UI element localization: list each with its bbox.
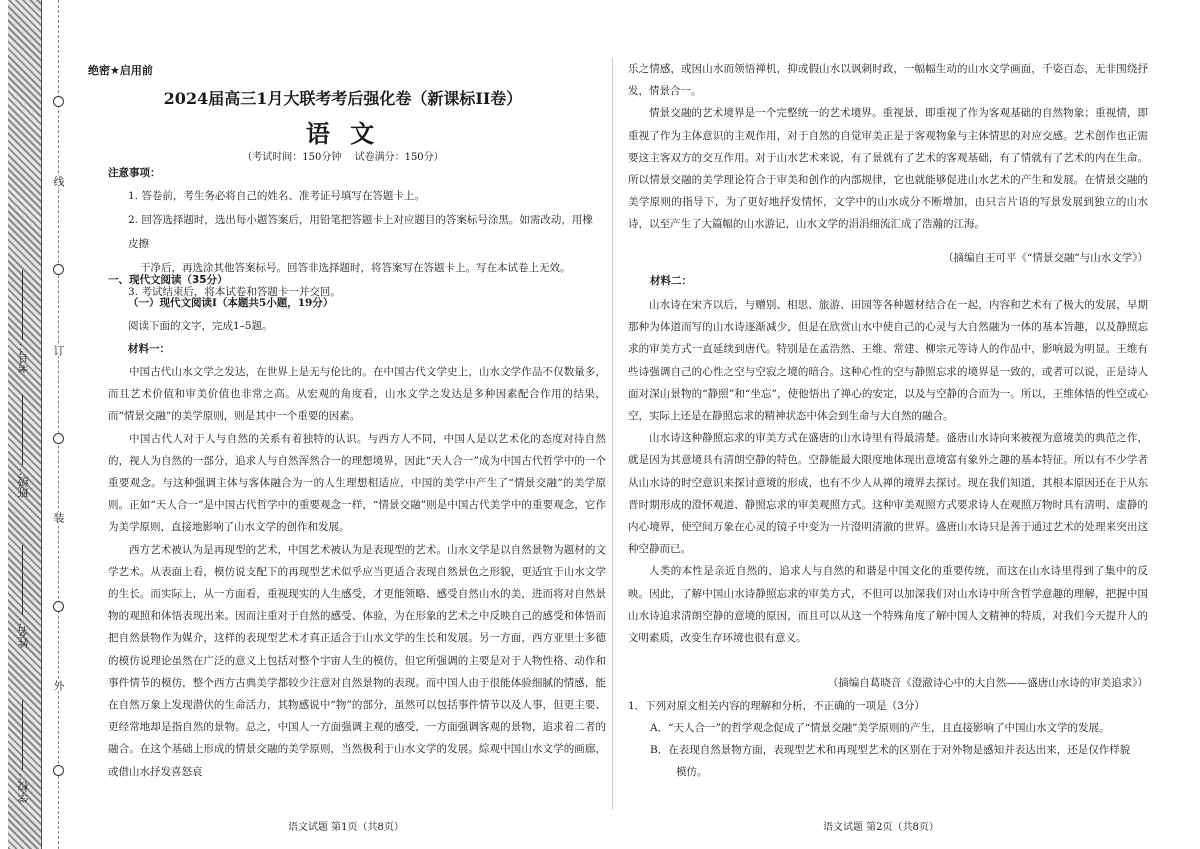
page-footer: 语文试题 第2页（共8页） xyxy=(823,822,939,833)
class-field xyxy=(16,395,38,498)
paragraph: 山水诗这种静照忘求的审美方式在盛唐的山水诗里有得最清楚。盛唐山水诗向来被视为意境美的典范之作，就是因为其意境具有清朗空静的特色。空静能最大限度地体现出意境富有象外之趣的基本特征。所以有不少学者从山水诗的时空意识来探讨意境的形成，也有不少人从禅的境界去探讨。现在我们知道，其根本原因还在于从东晋时期形成的澄怀观道、静照忘求的审美观照方式。这种审美观照方式要求诗人在观照万物时具有清明、虚静的内心境界，使空间万象在心灵的镜子中变为一片澄明清澈的世界。盛唐山水诗只是善于通过艺术的处理来突出这种空静而已。 xyxy=(628,432,1148,556)
school-label: 学校： xyxy=(17,770,30,803)
section-heading: 一、现代文阅读（35分） xyxy=(108,274,228,286)
examno-label: 考号： xyxy=(17,340,30,373)
page-1 xyxy=(88,0,606,849)
notice-title: 注意事项： xyxy=(108,167,161,179)
class-label: 班级： xyxy=(17,465,30,498)
subsection-heading: （一）现代文阅读Ⅰ（本题共5小题，19分） xyxy=(128,297,334,309)
paragraph: 乐之情感，或因山水而领悟禅机，抑或假山水以讽刺时政，一幅幅生动的山水文学画面，千姿百态，无非围绕抒发，情景合一。 xyxy=(628,63,1148,98)
option-b-continued: 模仿。 xyxy=(676,766,708,778)
binding-hole xyxy=(53,601,64,612)
material-label: 材料一： xyxy=(128,343,170,355)
source-citation: （摘编自王可平《“情景交融”与山水文学》） xyxy=(943,252,1148,264)
notice-item: 1. 答卷前，考生务必将自己的姓名、准考证号填写在答题卡上。 xyxy=(128,190,425,202)
material-1-text xyxy=(108,361,606,793)
material-2-text xyxy=(628,294,1148,670)
binding-hole xyxy=(53,96,64,107)
name-label: 姓名： xyxy=(17,615,30,648)
exam-title: 2024届高三1月大联考考后强化卷（新课标II卷） xyxy=(163,89,523,108)
binding-hole xyxy=(53,765,64,776)
cut-line xyxy=(58,0,59,849)
school-field xyxy=(16,700,38,803)
cut-char-outer: 外 xyxy=(52,680,65,691)
name-field xyxy=(16,545,38,648)
binding-hole xyxy=(53,264,64,275)
paragraph: 情景交融的艺术境界是一个完整统一的艺术境界。重视景，即重视了作为客观基础的自然物象；重视情，即重视了作为主体意识的主观作用，对于自然的自觉审美正是于客观物象与主体情思的对应交感。艺术创作也正需要这主客双方的交互作用。对于山水艺术来说，有了景就有了艺术的客观基础，有了情就有了艺术的内在生命。所以情景交融的美学理论符合于审美和创作的内部规律，它也就能够促进山水艺术的产生和发展。在情景交融的美学原则的指导下，为了更好地抒发情怀，文学中的山水成分不断增加，由只言片语的写景发展到独立的山水诗，以至产生了大篇幅的山水游记，山水文学的涓涓细流汇成了浩瀚的江海。 xyxy=(628,107,1148,231)
cut-char-zhuang: 装 xyxy=(52,512,65,523)
page-divider xyxy=(612,58,613,810)
page-footer: 语文试题 第1页（共8页） xyxy=(288,822,404,833)
paragraph: 人类的本性是亲近自然的，追求人与自然的和谐是中国文化的重要传统，而这在山水诗里得到了集中的反映。因此，了解中国山水诗静照忘求的审美方式，不但可以加深我们对山水诗中所含哲学意趣的理解，把握中国山水诗追求清朗空静的意境的原因，而且可以从这一个特殊角度了解中国人文精神的特质，对我们今天提升人的文明素质，改变生存环境也很有意义。 xyxy=(628,565,1148,645)
source-citation: （摘编自葛晓音《澄澈诗心中的大自然——盛唐山水诗的审美追求》） xyxy=(827,677,1148,689)
paragraph: 中国古代山水文学之发达，在世界上是无与伦比的。在中国古代文学史上，山水文学作品不仅数量多，而且艺术价值和审美价值也非常之高。从宏观的角度看，山水文学之发达是多种因素配合作用的结果，而“情景交融”的美学原则，则是其中一个重要的因素。 xyxy=(108,366,606,423)
binding-hole xyxy=(53,433,64,444)
secret-mark: 绝密★启用前 xyxy=(88,64,153,77)
question-1: 1．下列对原文相关内容的理解和分析，不正确的一项是（3分） xyxy=(628,700,925,712)
material-1-continued xyxy=(628,58,1148,272)
paragraph: 中国古代人对于人与自然的关系有着独特的认识。与西方人不同，中国人是以艺术化的态度对待自然的，视人为自然的一部分，追求人与自然浑然合一的理想境界，因此“天人合一”成为中国古代哲学中的一个重要观念。与这种强调主体与客体融合为一的人生理想相适应，中国的美学中产生了“情景交融”的美学原则。正如“天人合一”是中国古代哲学中的重要观念一样，“情景交融”则是中国古代美学中的重要观念，它作为美学原则，直接地影响了山水文学的创作和发展。 xyxy=(108,432,606,534)
material-label: 材料二： xyxy=(650,275,692,287)
examno-field xyxy=(16,270,38,373)
notice-item: 干净后，再选涂其他答案标号。回答非选择题时，将答案写在答题卡上。写在本试卷上无效。 xyxy=(140,262,571,274)
reading-instruction: 阅读下面的文字，完成1–5题。 xyxy=(128,320,273,332)
option-a: A．“天人合一”的哲学观念促成了“情景交融”美学原则的产生，且直接影响了中国山水文学的发展。 xyxy=(650,722,1110,734)
exam-info: （考试时间：150分钟 试卷满分：150分） xyxy=(242,152,444,163)
paragraph: 西方艺术被认为是再现型的艺术，中国艺术被认为是表现型的艺术。山水文学是以自然景物为题材的文学艺术。从表面上看，模仿说支配下的再现型艺术似乎应当更适合表现自然景色之形貌，更适宜于山水文学的生长。而实际上，从一方面看，重视现实的人生感受，才更能领略、感受自然山水的美，进而将对自然景物的观照和体悟表现出来。因而注重对于自然的感受、体验，为在形象的艺术之中反映自己的感受和体悟而把自然景物作为媒介，这样的表现型艺术才真正适合于山水文学的生长和发展。另一方面，西方亚里士多德的模仿说理论虽然在广泛的意义上包括对整个宇宙人生的模仿，但它所强调的主要是对于人物性格、动作和事件情节的模仿，整个西方古典美学都较少注意对自然景物的表现。而中国人由于很能体验细腻的情感，能在自然万象上发现潜伏的生命活力，其物感说中“物”的部分，虽然可以包括事件情节以及人事，但更主要、更经常地却是指自然的景物。总之，中国人一方面强调主观的感受，一方面强调客观的景物，追求着二者的融合。在这个基础上形成的情景交融的美学原则，当然极利于山水文学的发展。綜观中国山水文学的画廊，或借山水抒发喜怒哀 xyxy=(108,543,606,778)
subject-title: 语 文 xyxy=(305,119,381,148)
cut-char-xian: 线 xyxy=(52,176,65,187)
notice-item: 3. 考试结束后，将本试卷和答题卡一并交回。 xyxy=(128,286,341,298)
notice-item: 2. 回答选择题时，选出每小题答案后，用铅笔把答题卡上对应题目的答案标号涂黑。如需改动，用橡皮擦 xyxy=(128,214,593,250)
paragraph: 山水诗在宋齐以后，与赠别、相思、旅游、田园等各种题材结合在一起，内容和艺术有了极大的发展，早期那种为体道而写的山水诗逐渐减少，但是在欣赏山水中使自己的心灵与大自然融为一体的基本旨趣，以及静照忘求的审美方式一直延续到唐代。特别是在孟浩然、王维、常建、柳宗元等诗人的作品中，影响最为明显。王维有些诗强调自己的心性之空与空寂之境的暗合。这种心性的空与静照忘求的境界是一致的，或者可以说，正是诗人面对深山景物的“静照”和“坐忘”，使他悟出了禅心的安定，以及与空静的合而为一。所以，王维体悟的性空或心空，实际上还是在静照忘求的精神状态中体会到生命与大自然的融合。 xyxy=(628,299,1148,423)
option-b: B．在表现自然景物方面，表现型艺术和再现型艺术的区别在于对外物是感知并表达出来，还是仅作样貌 xyxy=(650,744,1131,756)
cut-char-ding: 订 xyxy=(52,345,65,356)
page-2 xyxy=(628,0,1148,849)
